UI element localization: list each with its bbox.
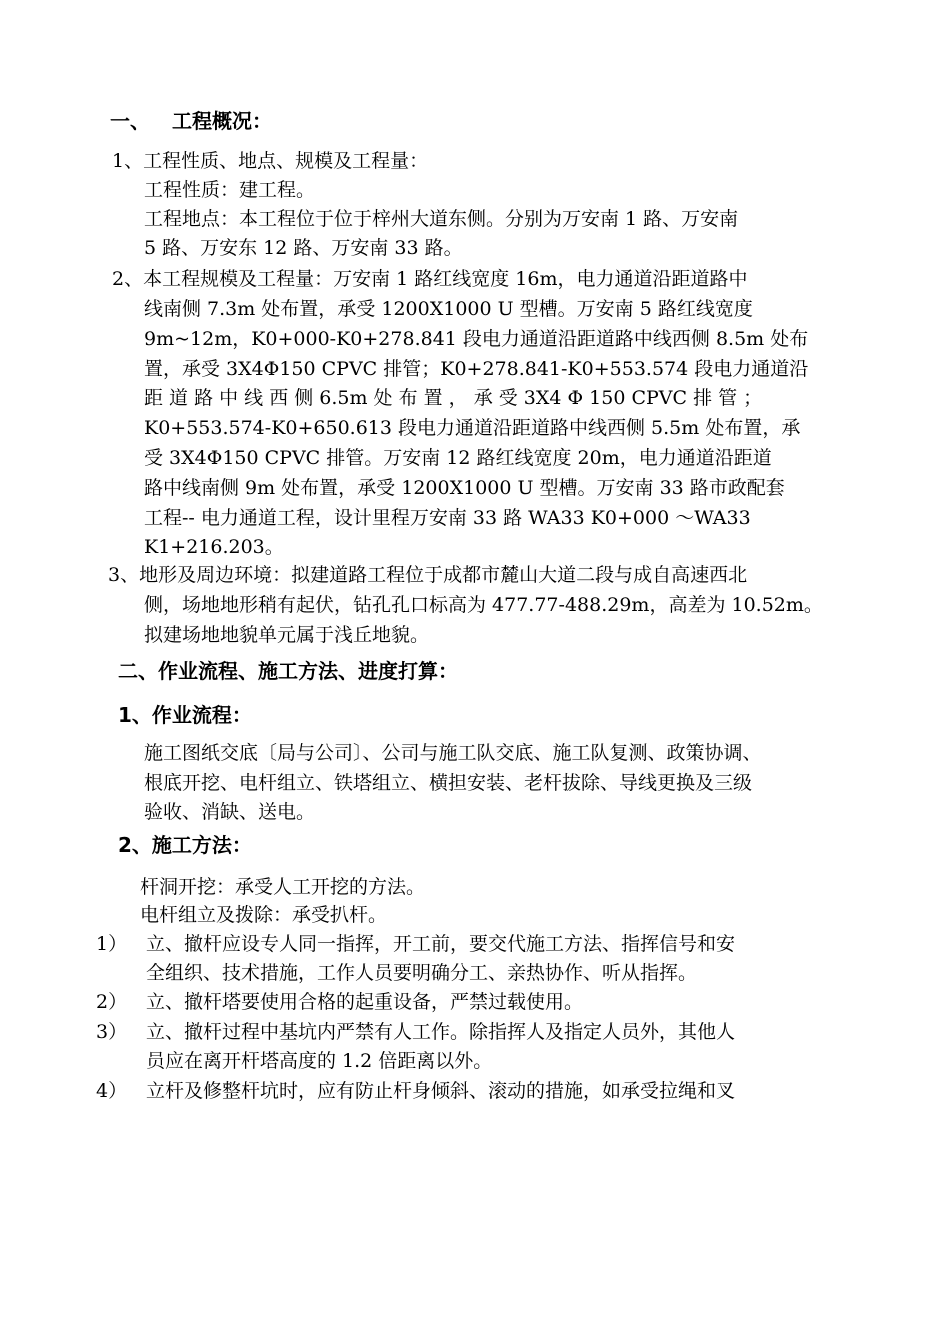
list-item-number: 1） [96, 933, 128, 955]
list-item-line: 立、撤杆塔要使用合格的起重设备，严禁过载使用。 [146, 991, 584, 1013]
list-item-line: 员应在离开杆塔高度的 1.2 倍距离以外。 [146, 1050, 493, 1072]
item2-line: 受 3X4Φ150 CPVC 排管。万安南 12 路红线宽度 20m，电力通道沿距道 [144, 447, 772, 469]
item2-line: K1+216.203。 [144, 536, 284, 558]
sub2-title: 2、施工方法： [118, 833, 252, 857]
item2-line: 工程-- 电力通道工程，设计里程万安南 33 路 WA33 K0+000 ～WA33 [144, 507, 751, 529]
item3-line: 拟建场地地貌单元属于浅丘地貌。 [144, 624, 430, 646]
sub1-line: 根底开挖、电杆组立、铁塔组立、横担安装、老杆拔除、导线更换及三级 [144, 772, 753, 794]
list-item-line: 全组织、技术措施，工作人员要明确分工、亲热协作、听从指挥。 [146, 962, 698, 984]
list-item-line: 立杆及修整杆坑时，应有防止杆身倾斜、滚动的措施，如承受拉绳和叉 [146, 1080, 736, 1102]
item2-line: 线南侧 7.3m 处布置，承受 1200X1000 U 型槽。万安南 5 路红线宽度 [144, 298, 753, 320]
section1-number: 一、 [110, 109, 150, 133]
sub1-line: 施工图纸交底〔局与公司〕、公司与施工队交底、施工队复测、政策协调、 [144, 742, 762, 764]
section2-title: 二、作业流程、施工方法、进度打算： [118, 659, 458, 683]
sub2-line: 电杆组立及拨除：承受扒杆。 [140, 904, 388, 926]
item1-line: 工程性质：建工程。 [144, 179, 316, 201]
item2-line: 置，承受 3X4Φ150 CPVC 排管；K0+278.841-K0+553.574 段电力通道沿 [144, 358, 809, 380]
item1-line: 工程地点：本工程位于位于梓州大道东侧。分别为万安南 1 路、万安南 [144, 208, 739, 230]
item2-line: 2、本工程规模及工程量：万安南 1 路红线宽度 16m，电力通道沿距道路中 [112, 268, 748, 290]
list-item-line: 立、撤杆应设专人同一指挥，开工前，要交代施工方法、指挥信号和安 [146, 933, 736, 955]
item2-line: 距 道 路 中 线 西 侧 6.5m 处 布 置 ， 承 受 3X4 Φ 150 CPVC 排 管 ； [144, 387, 763, 409]
item1-line: 5 路、万安东 12 路、万安南 33 路。 [144, 237, 463, 259]
item1-heading: 1、工程性质、地点、规模及工程量： [112, 150, 429, 172]
list-item-line: 立、撤杆过程中基坑内严禁有人工作。除指挥人及指定人员外，其他人 [146, 1021, 736, 1043]
section1-title: 工程概况： [172, 109, 272, 133]
list-item-number: 3） [96, 1021, 128, 1043]
item2-line: 路中线南侧 9m 处布置，承受 1200X1000 U 型槽。万安南 33 路市政配套 [144, 477, 785, 499]
list-item-number: 2） [96, 991, 128, 1013]
sub2-line: 杆洞开挖：承受人工开挖的方法。 [140, 876, 426, 898]
item3-line: 3、地形及周边环境：拟建道路工程位于成都市麓山大道二段与成自高速西北 [108, 564, 748, 586]
item2-line: K0+553.574-K0+650.613 段电力通道沿距道路中线西侧 5.5m 处布置，承 [144, 417, 801, 439]
item2-line: 9m~12m，K0+000-K0+278.841 段电力通道沿距道路中线西侧 8.5m 处布 [144, 328, 809, 350]
list-item-number: 4） [96, 1080, 128, 1102]
sub1-title: 1、作业流程： [118, 703, 252, 727]
item3-line: 侧，场地地形稍有起伏，钻孔孔口标高为 477.77-488.29m，高差为 10.52m。 [144, 594, 823, 616]
sub1-line: 验收、消缺、送电。 [144, 801, 316, 823]
